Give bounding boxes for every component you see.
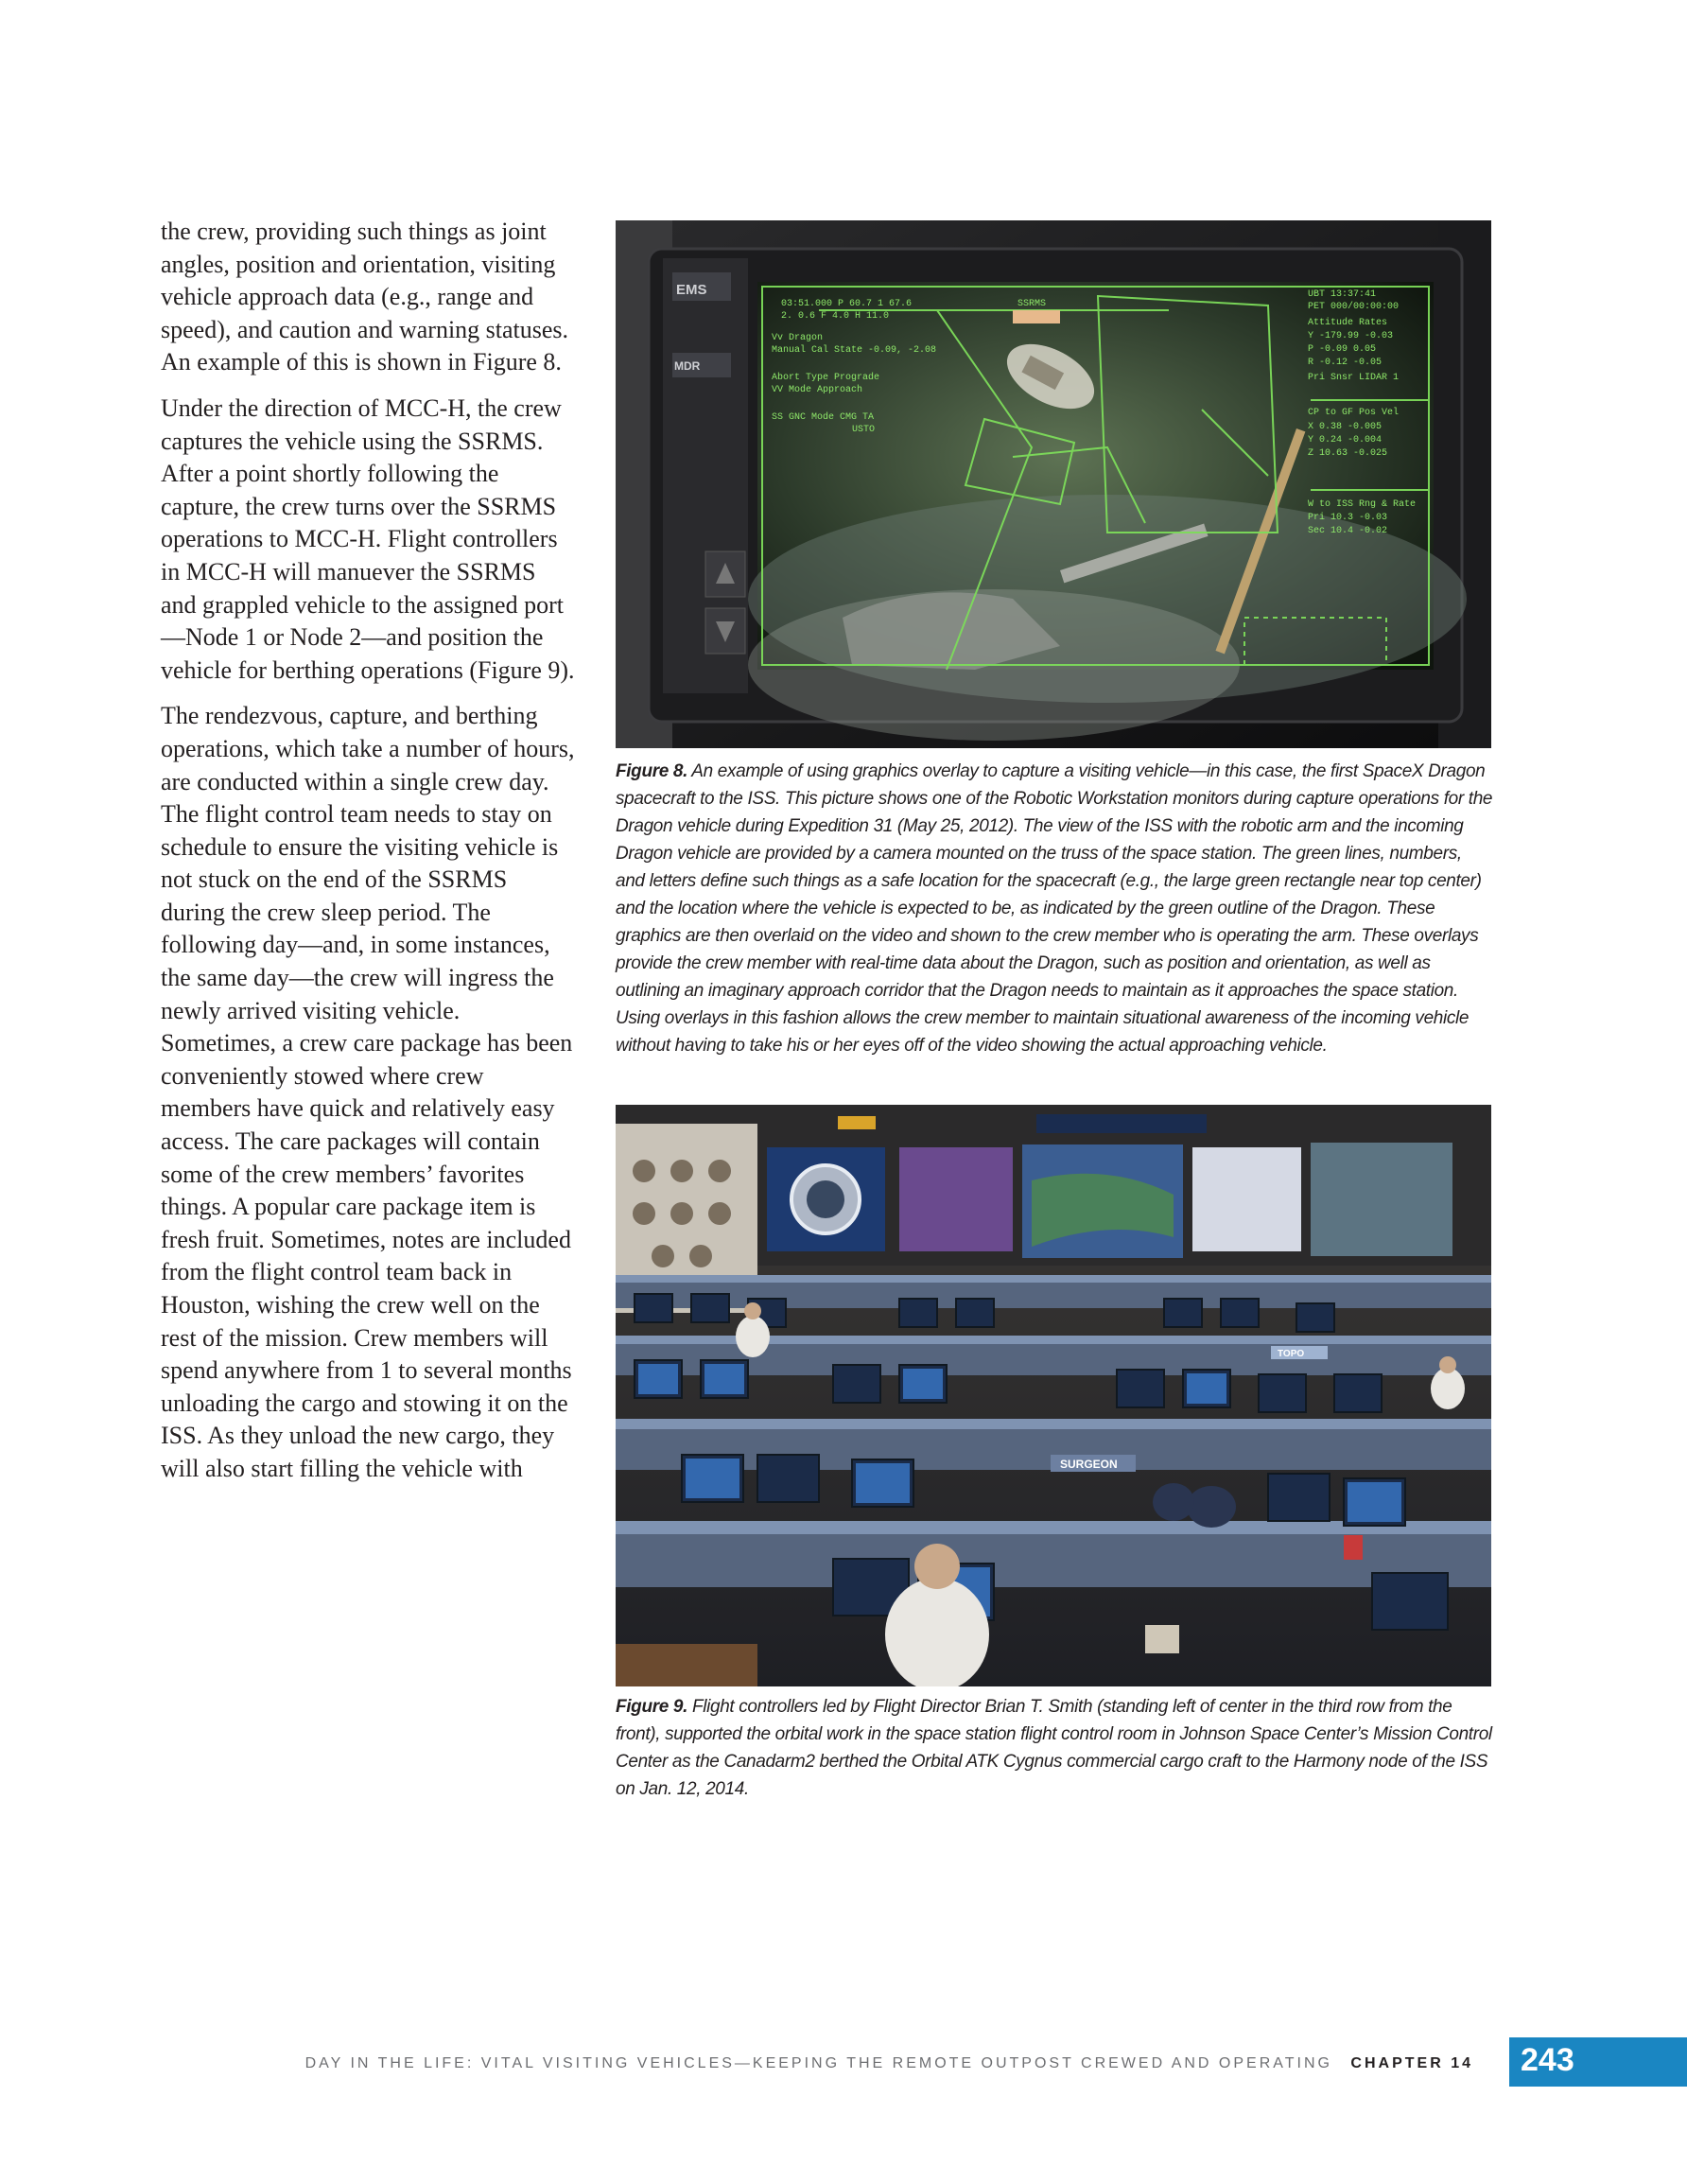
overlay-line: P -0.09 0.05 bbox=[1308, 344, 1377, 355]
overlay-line: Pri Snsr LIDAR 1 bbox=[1308, 373, 1400, 383]
overlay-line: Z 10.63 -0.025 bbox=[1308, 448, 1388, 459]
body-paragraph: Under the direction of MCC-H, the crew captures the vehicle using the SSRMS. After a point shortly following the capture, the crew turns over the SSRMS operations to MCC-H. Flight controllers in MCC-H will manuever the SSRMS and grappled vehicle to the assigned port—Node 1 or Node 2—and position the vehicle for berthing operations (Figure 9). bbox=[161, 393, 575, 684]
overlay-line: Pri 10.3 -0.03 bbox=[1308, 513, 1388, 523]
overlay-line: 2. 0.6 F 4.0 H 11.0 bbox=[781, 311, 890, 322]
console-label-surgeon: SURGEON bbox=[1060, 1458, 1118, 1471]
overlay-line: W to ISS Rng & Rate bbox=[1308, 499, 1417, 510]
console-label-topo: TOPO bbox=[1278, 1349, 1305, 1359]
mdr-label: MDR bbox=[674, 359, 701, 373]
overlay-line: R -0.12 -0.05 bbox=[1308, 358, 1383, 368]
figure-8-caption-text: An example of using graphics overlay to capture a visiting vehicle—in this case, the first SpaceX Dragon spacecraft to the ISS. This picture shows one of the Robotic Workstation monitors during capture operations for the Dragon vehicle during Expedition 31 (May 25, 2012). The view of the ISS with the robotic arm and the incoming Dragon vehicle are provided by a camera mounted on the truss of the space station. The green lines, numbers, and letters define such things as a safe location for the spacecraft (e.g., the large green rectangle near top center) and the location where the vehicle is expected to be, as indicated by the green outline of the Dragon. These graphics are then overlaid on the video and shown to the crew member who is operating the arm. These overlays provide the crew member with real-time data about the Dragon, such as position and orientation, as well as outlining an imaginary approach corridor that the Dragon needs to maintain as it approaches the space station. Using overlays in this fashion allows the crew member to maintain situational awareness of the incoming vehicle without having to take his or her eyes off of the video showing the actual approaching vehicle. bbox=[616, 761, 1493, 1056]
overlay-line: UBT 13:37:41 bbox=[1308, 289, 1377, 300]
overlay-line: Y 0.24 -0.004 bbox=[1308, 435, 1383, 446]
figure-9-caption bbox=[616, 1693, 1495, 1803]
overlay-line: USTO bbox=[852, 425, 876, 435]
figure-9-label: Figure 9. bbox=[616, 1697, 688, 1717]
page-number: 243 bbox=[1521, 2042, 1574, 2078]
body-paragraph: The rendezvous, capture, and berthing operations, which take a number of hours, are conducted within a single crew day. The flight control team needs to stay on schedule to ensure the visiting vehicle is not stuck on the end of the SSRMS during the crew sleep period. The following day—and, in some instances, the same day—the crew will ingress the newly arrived visiting vehicle. Sometimes, a crew care package has been conveniently stowed where crew members have quick and relatively easy access. The care packages will contain some of the crew members’ favorites things. A popular care package item is fresh fruit. Sometimes, notes are included from the flight control team back in Houston, wishing the crew well on the rest of the mission. Crew members will spend anywhere from 1 to several months unloading the cargo and stowing it on the ISS. As they unload the new cargo, they will also start filling the vehicle with bbox=[161, 702, 575, 1482]
figure-9-photo bbox=[616, 1105, 1491, 1686]
page-number-tab bbox=[1509, 2037, 1687, 2087]
overlay-line: VV Mode Approach bbox=[772, 385, 863, 395]
overlay-line: 03:51.000 P 60.7 1 67.6 bbox=[781, 299, 913, 309]
overlay-line: CP to GF Pos Vel bbox=[1308, 408, 1400, 418]
overlay-line: Vv Dragon bbox=[772, 333, 824, 343]
overlay-ssrms: SSRMS bbox=[1017, 299, 1047, 309]
overlay-line: Y -179.99 -0.03 bbox=[1308, 331, 1394, 341]
overlay-line: Sec 10.4 -0.02 bbox=[1308, 526, 1388, 536]
body-text-column bbox=[161, 216, 577, 1499]
figure-8-label: Figure 8. bbox=[616, 761, 688, 781]
chapter-label: CHAPTER 14 bbox=[1350, 2055, 1473, 2071]
overlay-line: Attitude Rates bbox=[1308, 318, 1388, 328]
running-title: DAY IN THE LIFE: VITAL VISITING VEHICLES—KEEPING THE REMOTE OUTPOST CREWED AND OPERATING bbox=[304, 2055, 1332, 2071]
page-footer bbox=[305, 2055, 1473, 2072]
figure-8-photo bbox=[616, 220, 1491, 748]
body-paragraph: the crew, providing such things as joint angles, position and orientation, visiting vehicle approach data (e.g., range and speed), and caution and warning statuses. An example of this is shown in Figure 8. bbox=[161, 218, 569, 376]
overlay-line: X 0.38 -0.005 bbox=[1308, 422, 1383, 432]
figure-8-caption bbox=[616, 758, 1495, 1059]
overlay-line: Abort Type Prograde bbox=[772, 373, 880, 383]
figure-9-caption-text: Flight controllers led by Flight Director Brian T. Smith (standing left of center in the third row from the front), supported the orbital work in the space station flight control room in Johnson Space Center’s Mission Control Center as the Canadarm2 berthed the Orbital ATK Cygnus commercial cargo craft to the Harmony node of the ISS on Jan. 12, 2014. bbox=[616, 1697, 1492, 1799]
ems-label: EMS bbox=[676, 282, 707, 298]
overlay-line: SS GNC Mode CMG TA bbox=[772, 412, 875, 423]
overlay-line: PET 000/00:00:00 bbox=[1308, 302, 1400, 312]
overlay-line: Manual Cal State -0.09, -2.08 bbox=[772, 345, 937, 356]
